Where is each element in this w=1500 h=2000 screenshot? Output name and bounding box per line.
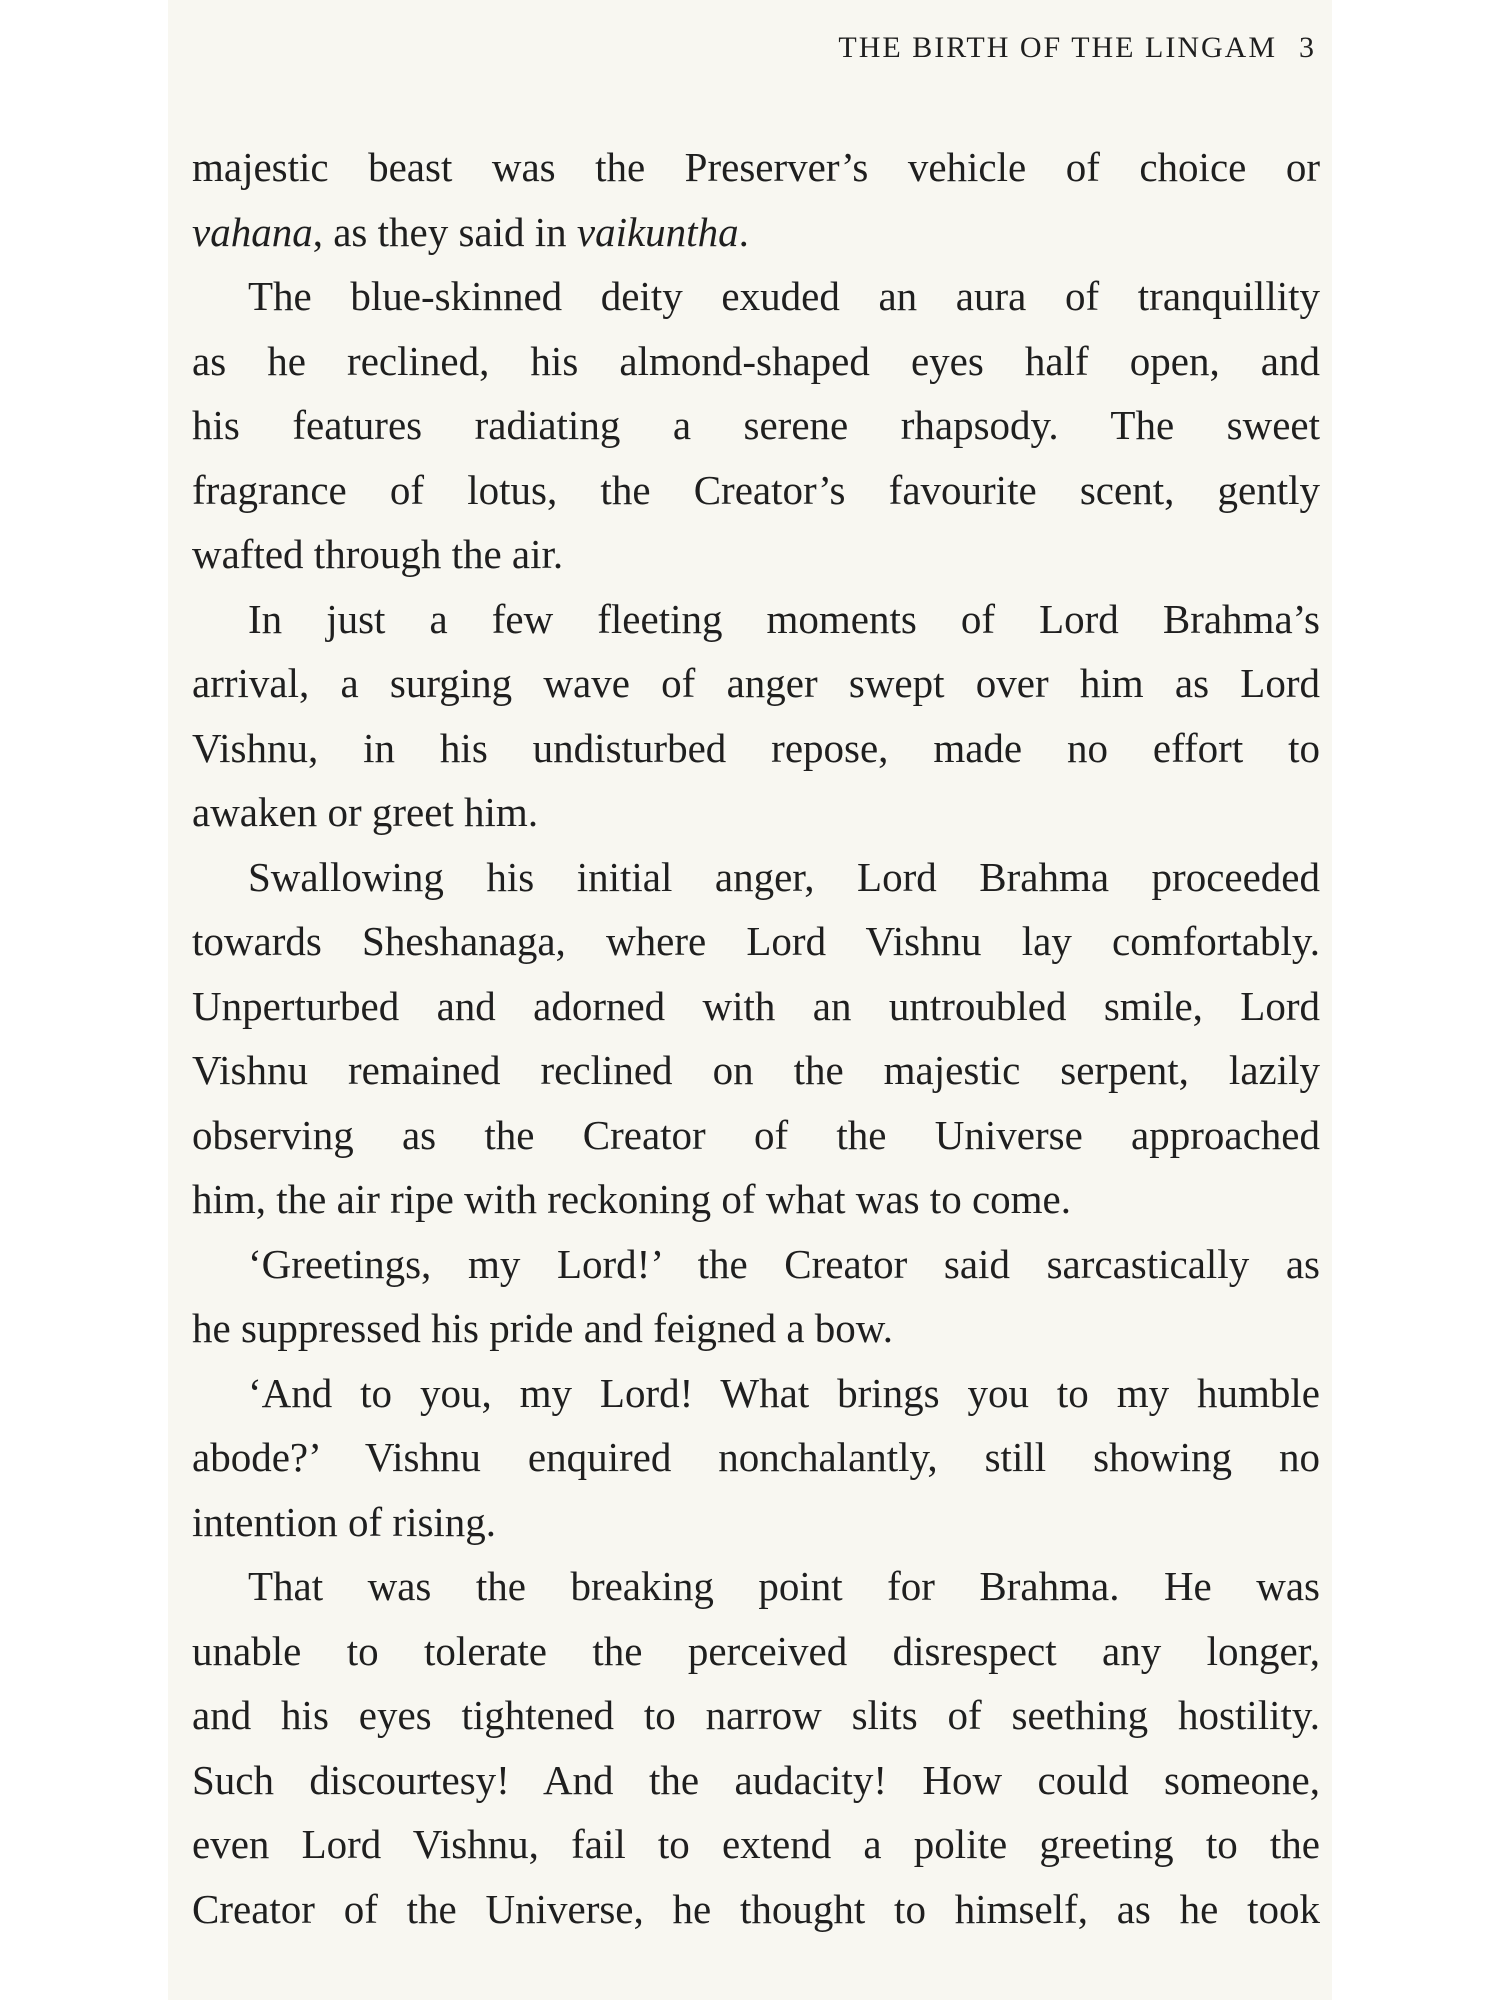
text-line	[192, 200, 1320, 265]
page-number: 3	[1299, 31, 1314, 64]
text-fragment: .	[738, 208, 749, 255]
text-line: Creator of the Universe, he thought to himself, as he took	[192, 1885, 1320, 1932]
text-fragment: , as they said in	[312, 208, 577, 255]
text-line: That was the breaking point for Brahma. He was	[248, 1563, 1320, 1609]
text-line: In just a few fleeting moments of Lord Brahma’s	[248, 595, 1320, 642]
text-line: intention of rising.	[192, 1498, 497, 1545]
text-line: ‘And to you, my Lord! What brings you to my humble	[248, 1369, 1320, 1416]
italic-term: vaikuntha	[576, 208, 739, 255]
text-line: fragrance of lotus, the Creator’s favourite scent, gently	[192, 466, 1320, 513]
italic-term: vahana	[192, 208, 313, 255]
text-line: observing as the Creator of the Universe approached	[192, 1111, 1320, 1158]
text-line: awaken or greet him.	[192, 789, 539, 835]
text-line: Unperturbed and adorned with an untroubled smile, Lord	[192, 982, 1320, 1029]
text-line: arrival, a surging wave of anger swept over him as Lord	[192, 660, 1320, 706]
running-title: THE BIRTH OF THE LINGAM	[838, 31, 1277, 64]
text-line: he suppressed his pride and feigned a bow.	[192, 1305, 893, 1351]
text-line: towards Sheshanaga, where Lord Vishnu lay comfortably.	[192, 918, 1320, 964]
text-line: ‘Greetings, my Lord!’ the Creator said sarcastically as	[248, 1240, 1320, 1287]
text-line: majestic beast was the Preserver’s vehicle of choice or	[192, 144, 1320, 190]
text-line: and his eyes tightened to narrow slits of seething hostility.	[192, 1692, 1320, 1738]
text-line: The blue-skinned deity exuded an aura of tranquillity	[248, 273, 1320, 319]
text-line: as he reclined, his almond-shaped eyes half open, and	[192, 337, 1320, 384]
text-line: wafted through the air.	[192, 531, 564, 577]
text-line: Swallowing his initial anger, Lord Brahma proceeded	[248, 853, 1320, 900]
body-text	[192, 135, 1320, 1941]
text-line: Such discourtesy! And the audacity! How could someone,	[192, 1756, 1320, 1803]
page-header	[192, 20, 1314, 76]
text-line: his features radiating a serene rhapsody. The sweet	[192, 402, 1320, 448]
book-page	[168, 0, 1332, 2000]
text-line: him, the air ripe with reckoning of what was to come.	[192, 1176, 1071, 1222]
text-line: abode?’ Vishnu enquired nonchalantly, still showing no	[192, 1434, 1320, 1480]
text-line: Vishnu, in his undisturbed repose, made no effort to	[192, 724, 1320, 771]
text-line: Vishnu remained reclined on the majestic serpent, lazily	[192, 1047, 1320, 1093]
text-line: unable to tolerate the perceived disrespect any longer,	[192, 1627, 1320, 1674]
text-line: even Lord Vishnu, fail to extend a polite greeting to the	[192, 1821, 1320, 1867]
